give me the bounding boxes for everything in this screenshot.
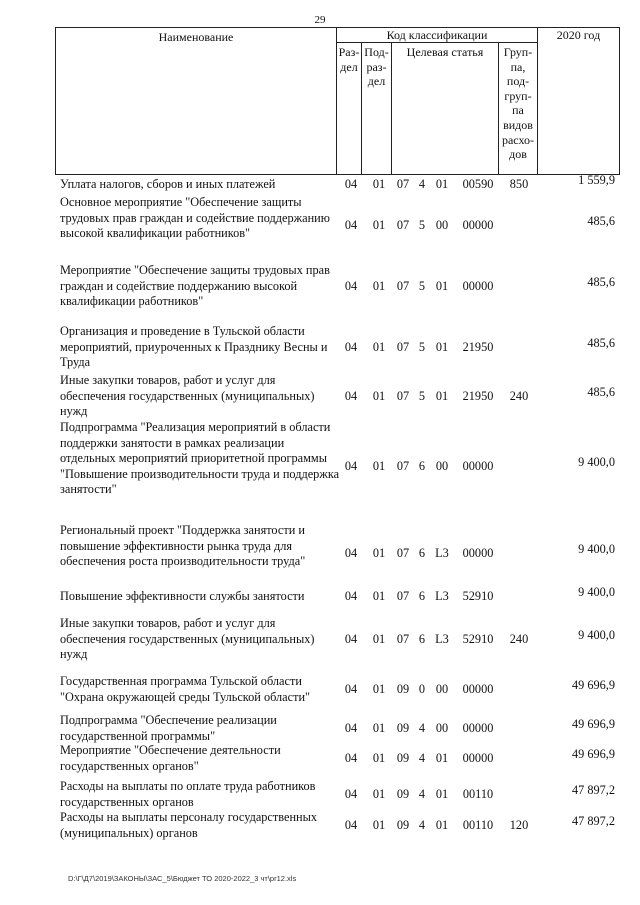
row-razdel: 04 <box>344 339 358 354</box>
row-cs3: 01 <box>435 786 449 801</box>
row-name: Мероприятие "Обеспечение защиты трудовых прав граждан и содействие поддержанию высокой квалификации работников" <box>60 263 330 309</box>
row-cs4: 21950 <box>462 339 494 354</box>
row-razdel: 04 <box>344 631 358 646</box>
row-razdel: 04 <box>344 388 358 403</box>
header-classification: Код классификации <box>386 28 488 42</box>
row-name: Основное мероприятие "Обеспечение защиты трудовых прав граждан и содействие поддержанию высокой квалификации работников" <box>60 195 330 241</box>
row-cs4: 00000 <box>462 278 494 293</box>
row-value: 9 400,0 <box>578 542 615 557</box>
row-cs4: 52910 <box>462 631 494 646</box>
row-podrazdel: 01 <box>372 546 386 561</box>
row-podrazdel: 01 <box>372 631 386 646</box>
row-cs3: 01 <box>435 750 449 765</box>
row-razdel: 04 <box>344 177 358 192</box>
header-target-cell <box>391 42 499 175</box>
row-name: Мероприятие "Обеспечение деятельности государственных органов" <box>60 743 281 773</box>
row-cs2: 4 <box>418 750 426 765</box>
row-podrazdel: 01 <box>372 218 386 233</box>
row-podrazdel: 01 <box>372 278 386 293</box>
row-razdel: 04 <box>344 817 358 832</box>
row-name: Иные закупки товаров, работ и услуг для обеспечения государственных (муниципальных) нужд <box>60 616 315 662</box>
row-cs1: 07 <box>396 546 410 561</box>
table-row <box>60 674 620 705</box>
row-cs3: 00 <box>435 459 449 474</box>
row-cs2: 4 <box>418 720 426 735</box>
table-row <box>60 713 620 744</box>
row-cs4: 00110 <box>462 817 494 832</box>
row-razdel: 04 <box>344 546 358 561</box>
header-group: Груп- па, под- груп- па видов расхо- дов <box>501 45 535 162</box>
row-cs4: 00000 <box>462 720 494 735</box>
row-value: 47 897,2 <box>571 813 615 828</box>
row-cs2: 4 <box>418 177 426 192</box>
row-value: 49 696,9 <box>571 716 615 731</box>
row-razdel: 04 <box>344 278 358 293</box>
row-name: Уплата налогов, сборов и иных платежей <box>60 177 276 191</box>
row-podrazdel: 01 <box>372 817 386 832</box>
row-cs4: 00000 <box>462 681 494 696</box>
table-row <box>60 779 620 810</box>
row-cs1: 09 <box>396 786 410 801</box>
row-cs1: 07 <box>396 388 410 403</box>
row-cs4: 00000 <box>462 459 494 474</box>
row-cs4: 21950 <box>462 388 494 403</box>
row-name: Расходы на выплаты по оплате труда работников государственных органов <box>60 779 316 809</box>
row-name: Государственная программа Тульской области "Охрана окружающей среды Тульской области" <box>60 674 311 704</box>
row-razdel: 04 <box>344 218 358 233</box>
row-cs2: 5 <box>418 339 426 354</box>
row-cs1: 07 <box>396 589 410 604</box>
table-row <box>60 810 620 841</box>
header-target: Целевая статья <box>406 45 484 59</box>
row-cs1: 09 <box>396 720 410 735</box>
header-year-cell <box>537 27 620 175</box>
row-cs3: 00 <box>435 218 449 233</box>
row-podrazdel: 01 <box>372 177 386 192</box>
row-podrazdel: 01 <box>372 786 386 801</box>
row-razdel: 04 <box>344 786 358 801</box>
row-cs2: 6 <box>418 459 426 474</box>
row-name: Подпрограмма "Обеспечение реализации государственной программы" <box>60 713 277 743</box>
row-group: 240 <box>509 388 529 403</box>
row-value: 1 559,9 <box>578 173 615 188</box>
table-row <box>60 373 620 420</box>
header-subsection: Под- раз- дел <box>364 45 389 89</box>
header-year: 2020 год <box>556 28 601 42</box>
table-row <box>60 420 620 514</box>
header-name: Наименование <box>158 30 234 44</box>
row-value: 9 400,0 <box>578 627 615 642</box>
row-group: 240 <box>509 631 529 646</box>
row-razdel: 04 <box>344 720 358 735</box>
row-cs2: 5 <box>418 388 426 403</box>
row-cs1: 07 <box>396 218 410 233</box>
row-podrazdel: 01 <box>372 720 386 735</box>
row-cs4: 00000 <box>462 750 494 765</box>
row-group: 120 <box>509 817 529 832</box>
row-cs3: 01 <box>435 339 449 354</box>
row-cs2: 6 <box>418 546 426 561</box>
table-row <box>60 523 620 585</box>
row-value: 9 400,0 <box>578 585 615 600</box>
row-razdel: 04 <box>344 589 358 604</box>
row-cs1: 07 <box>396 177 410 192</box>
table-row <box>60 263 620 310</box>
table-row <box>60 324 620 371</box>
row-cs3: 01 <box>435 278 449 293</box>
row-cs1: 07 <box>396 339 410 354</box>
row-value: 485,6 <box>587 274 615 289</box>
row-cs4: 52910 <box>462 589 494 604</box>
row-cs3: L3 <box>435 631 449 646</box>
row-value: 49 696,9 <box>571 746 615 761</box>
row-podrazdel: 01 <box>372 388 386 403</box>
row-cs2: 5 <box>418 278 426 293</box>
row-razdel: 04 <box>344 681 358 696</box>
table-row <box>60 585 620 605</box>
row-group: 850 <box>509 177 529 192</box>
row-razdel: 04 <box>344 459 358 474</box>
row-razdel: 04 <box>344 750 358 765</box>
table-row <box>60 616 620 663</box>
row-cs3: L3 <box>435 589 449 604</box>
row-cs2: 6 <box>418 631 426 646</box>
header-name-cell <box>55 27 337 175</box>
table-header <box>55 27 620 175</box>
row-cs1: 07 <box>396 278 410 293</box>
row-value: 485,6 <box>587 335 615 350</box>
row-value: 485,6 <box>587 214 615 229</box>
row-name: Региональный проект "Поддержка занятости и повышение эффективности рынка труда для обеспечения роста производительности труда" <box>60 523 306 569</box>
row-cs1: 07 <box>396 459 410 474</box>
row-cs4: 00000 <box>462 218 494 233</box>
row-name: Организация и проведение в Тульской области мероприятий, приуроченных к Празднику Весны и Труда <box>60 324 328 370</box>
row-podrazdel: 01 <box>372 589 386 604</box>
row-cs3: 01 <box>435 177 449 192</box>
row-name: Расходы на выплаты персоналу государственных (муниципальных) органов <box>60 810 318 840</box>
row-cs4: 00590 <box>462 177 494 192</box>
row-cs3: L3 <box>435 546 449 561</box>
row-name: Повышение эффективности службы занятости <box>60 589 305 603</box>
table-row <box>60 743 620 774</box>
row-cs3: 01 <box>435 388 449 403</box>
table-row <box>60 195 620 257</box>
row-value: 47 897,2 <box>571 782 615 797</box>
row-cs2: 0 <box>418 681 426 696</box>
row-podrazdel: 01 <box>372 681 386 696</box>
header-section: Раз- дел <box>338 45 360 74</box>
row-cs2: 6 <box>418 589 426 604</box>
row-cs4: 00000 <box>462 546 494 561</box>
row-podrazdel: 01 <box>372 339 386 354</box>
row-cs2: 5 <box>418 218 426 233</box>
row-cs1: 09 <box>396 681 410 696</box>
row-value: 49 696,9 <box>571 677 615 692</box>
row-podrazdel: 01 <box>372 459 386 474</box>
row-name: Иные закупки товаров, работ и услуг для обеспечения государственных (муниципальных) нужд <box>60 373 315 419</box>
footer-path: D:\Г\Д7\2019\ЗАКОНЫ\ЗАС_5\Бюджет ТО 2020-2022_3 чт\pr12.xls <box>68 874 297 883</box>
row-podrazdel: 01 <box>372 750 386 765</box>
row-cs3: 00 <box>435 720 449 735</box>
row-cs4: 00110 <box>462 786 494 801</box>
row-cs1: 09 <box>396 817 410 832</box>
row-cs2: 4 <box>418 817 426 832</box>
row-value: 9 400,0 <box>578 455 615 470</box>
row-value: 485,6 <box>587 384 615 399</box>
page-number: 29 <box>314 14 326 26</box>
row-name: Подпрограмма "Реализация мероприятий в области поддержки занятости в рамках реализации отдельных мероприятий приоритетной программы "Повышение производительности труда и поддержка занятости" <box>60 420 340 497</box>
row-cs1: 07 <box>396 631 410 646</box>
row-cs2: 4 <box>418 786 426 801</box>
row-cs1: 09 <box>396 750 410 765</box>
row-cs3: 01 <box>435 817 449 832</box>
row-cs3: 00 <box>435 681 449 696</box>
table-row <box>60 173 620 193</box>
